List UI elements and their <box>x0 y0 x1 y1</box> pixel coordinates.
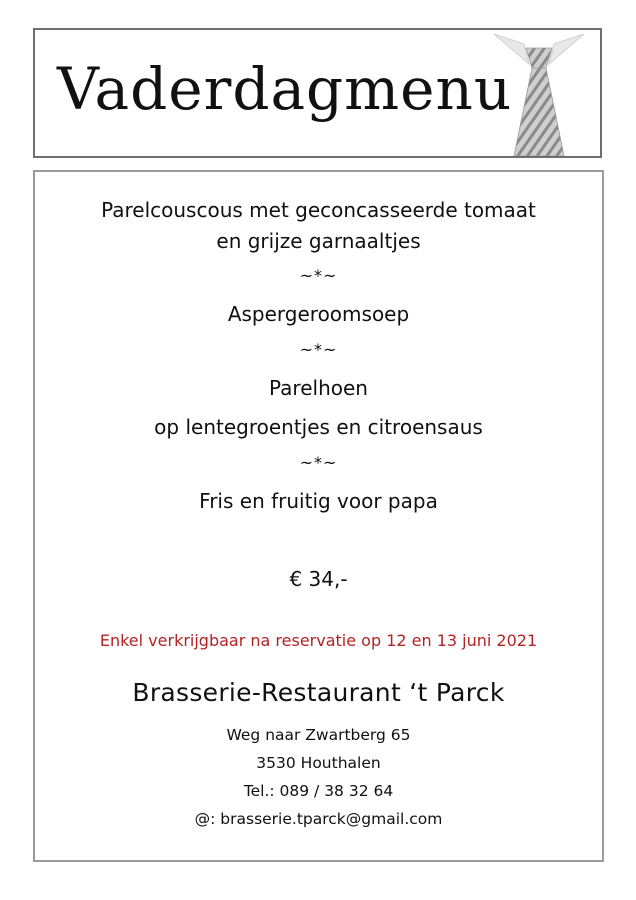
page-title: Vaderdagmenu <box>57 55 513 123</box>
course4: Fris en fruitig voor papa <box>199 489 438 513</box>
address-city: 3530 Houthalen <box>256 754 381 772</box>
email: @: brasserie.tparck@gmail.com <box>194 810 443 828</box>
phone: Tel.: 089 / 38 32 64 <box>243 782 394 800</box>
course2: Aspergeroomsoep <box>227 302 410 326</box>
separator-3: ~*~ <box>299 453 338 472</box>
necktie-icon <box>484 34 594 156</box>
availability-notice: Enkel verkrijgbaar na reservatie op 12 en 13 juni 2021 <box>99 631 538 650</box>
menu-card <box>33 170 604 862</box>
separator-1: ~*~ <box>299 266 338 285</box>
course3-line2: op lentegroentjes en citroensaus <box>154 415 483 439</box>
separator-2: ~*~ <box>299 340 338 359</box>
address-street: Weg naar Zwartberg 65 <box>226 726 411 744</box>
price: € 34,- <box>289 567 348 591</box>
restaurant-name: Brasserie-Restaurant ‘t Parck <box>132 678 505 707</box>
course3-line1: Parelhoen <box>269 376 368 400</box>
header-box <box>33 28 602 158</box>
course1-line1: Parelcouscous met geconcasseerde tomaat <box>101 198 536 222</box>
course1-line2: en grijze garnaaltjes <box>216 229 421 253</box>
